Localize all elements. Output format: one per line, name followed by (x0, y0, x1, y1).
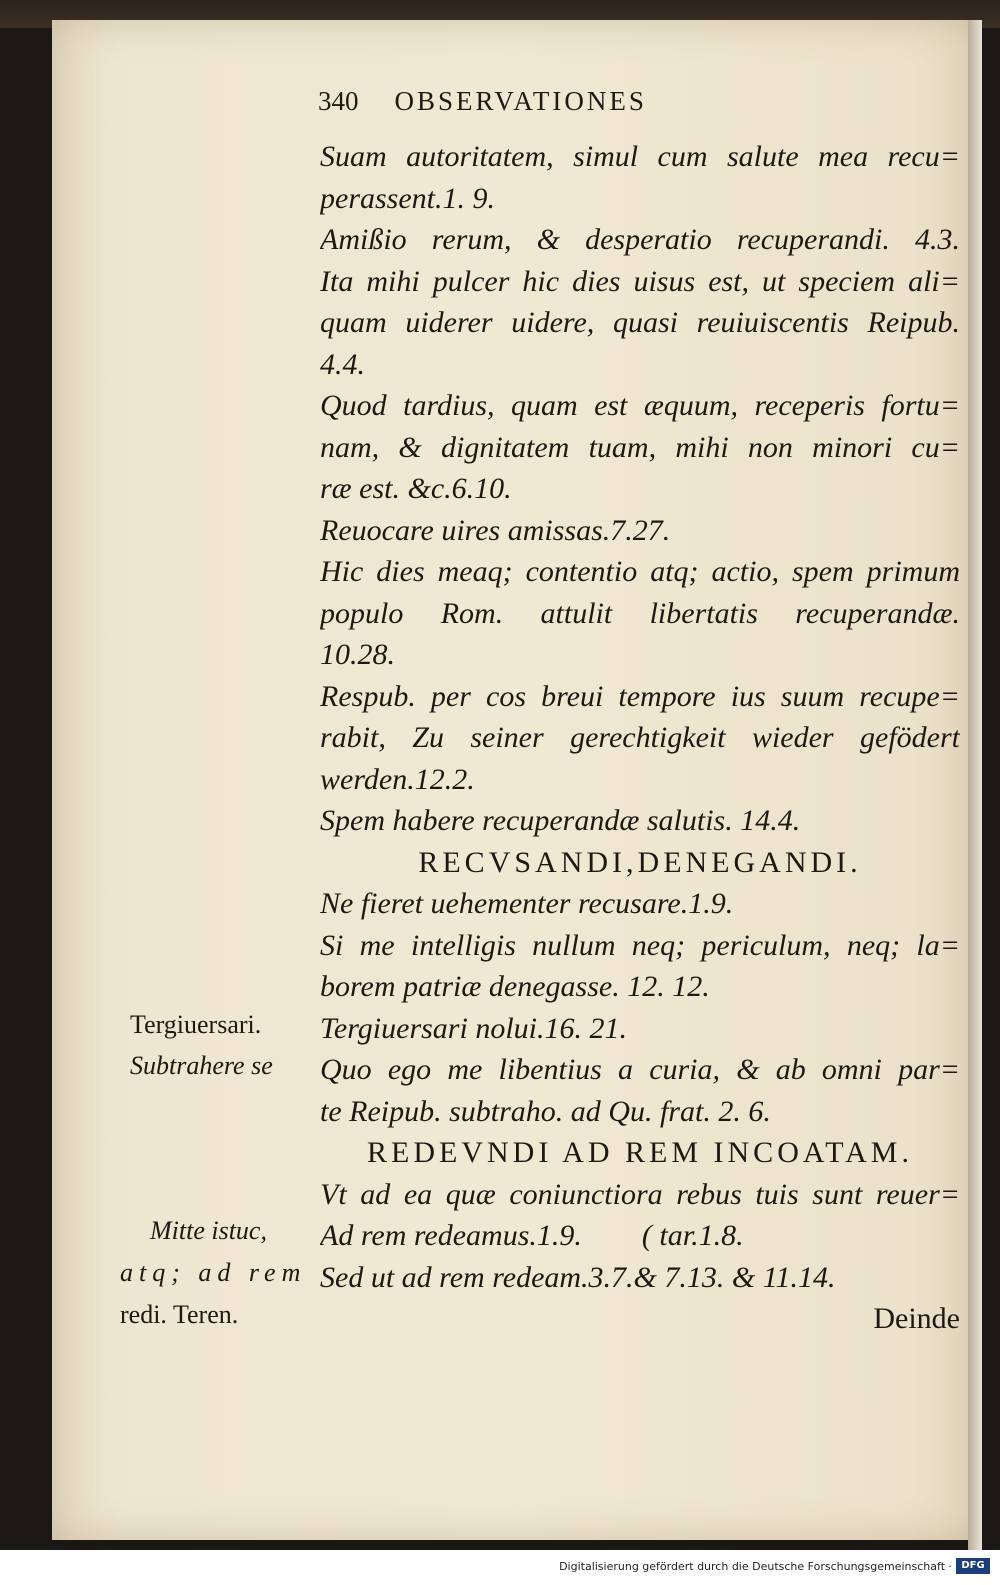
text-line: te Reipub. subtraho. ad Qu. frat. 2. 6. (320, 1094, 771, 1128)
text-line: 10.28. (320, 638, 395, 671)
main-text-column (320, 136, 960, 1340)
header-title: OBSERVATIONES (394, 86, 647, 116)
margin-note: Tergiuersari. (130, 1010, 262, 1039)
section-heading: RECVSANDI,DENEGANDI. (418, 845, 862, 879)
running-header (318, 86, 647, 117)
text-line: Suam autoritatem, simul cum salute mea recu= (320, 140, 960, 173)
text-line: Quo ego me libentius a curia, & ab omni par= (320, 1053, 960, 1086)
text-line: Sed ut ad rem redeam.3.7.& 7.13. & 11.14. (320, 1260, 836, 1294)
text-line: Quod tardius, quam est æquum, receperis fortu= (320, 389, 960, 422)
margin-note: redi. Teren. (120, 1300, 239, 1329)
margin-note: Mitte istuc, (150, 1216, 267, 1245)
text-line: Si me intelligis nullum neq; periculum, neq; la= (320, 928, 960, 962)
text-line: Hic dies meaq; contentio atq; actio, spem primum (320, 555, 960, 588)
page-number: 340 (318, 86, 359, 116)
text-line: rabit, Zu seiner gerechtigkeit wieder gefödert (320, 721, 960, 754)
text-line: quam uiderer uidere, quasi reuiuiscentis Reipub. (320, 306, 960, 339)
catchword: Deinde (873, 1302, 960, 1335)
text-line: Ita mihi pulcer hic dies uisus est, ut speciem ali= (320, 264, 960, 298)
text-line: nam, & dignitatem tuam, mihi non minori cu= (320, 430, 960, 464)
text-line: werden.12.2. (320, 762, 475, 796)
text-line: Amißio rerum, & desperatio recuperandi. 4.3. (320, 223, 960, 256)
text-line: Ne fieret uehementer recusare.1.9. (320, 887, 734, 920)
page-edge (968, 20, 982, 1560)
text-line: Reuocare uires amissas.7.27. (320, 513, 671, 547)
margin-note: Subtrahere se (130, 1051, 273, 1080)
text-line: Spem habere recuperandæ salutis. 14.4. (320, 804, 801, 837)
section-heading: REDEVNDI AD REM INCOATAM. (367, 1136, 913, 1169)
text-line: borem patriæ denegasse. 12. 12. (320, 970, 710, 1003)
text-line: Ad rem redeamus.1.9. ( tar.1.8. (320, 1219, 744, 1252)
text-line: Respub. per cos breui tempore ius suum recupe= (320, 679, 960, 713)
footer-bar (0, 1550, 1000, 1585)
funding-credit: Digitalisierung gefördert durch die Deutsche Forschungsgemeinschaft · (559, 1560, 952, 1573)
dfg-logo: DFG (956, 1558, 990, 1574)
margin-note: atq; ad rem (120, 1258, 307, 1287)
text-line: Vt ad ea quæ coniunctiora rebus tuis sunt reuer= (320, 1177, 960, 1211)
text-line: populo Rom. attulit libertatis recuperandæ. (320, 596, 960, 630)
text-line: Tergiuersari nolui.16. 21. (320, 1011, 627, 1045)
text-line: 4.4. (320, 347, 365, 381)
text-line: perassent.1. 9. (320, 181, 495, 215)
text-line: ræ est. &c.6.10. (320, 472, 512, 505)
bleed-through-text (182, 190, 342, 440)
